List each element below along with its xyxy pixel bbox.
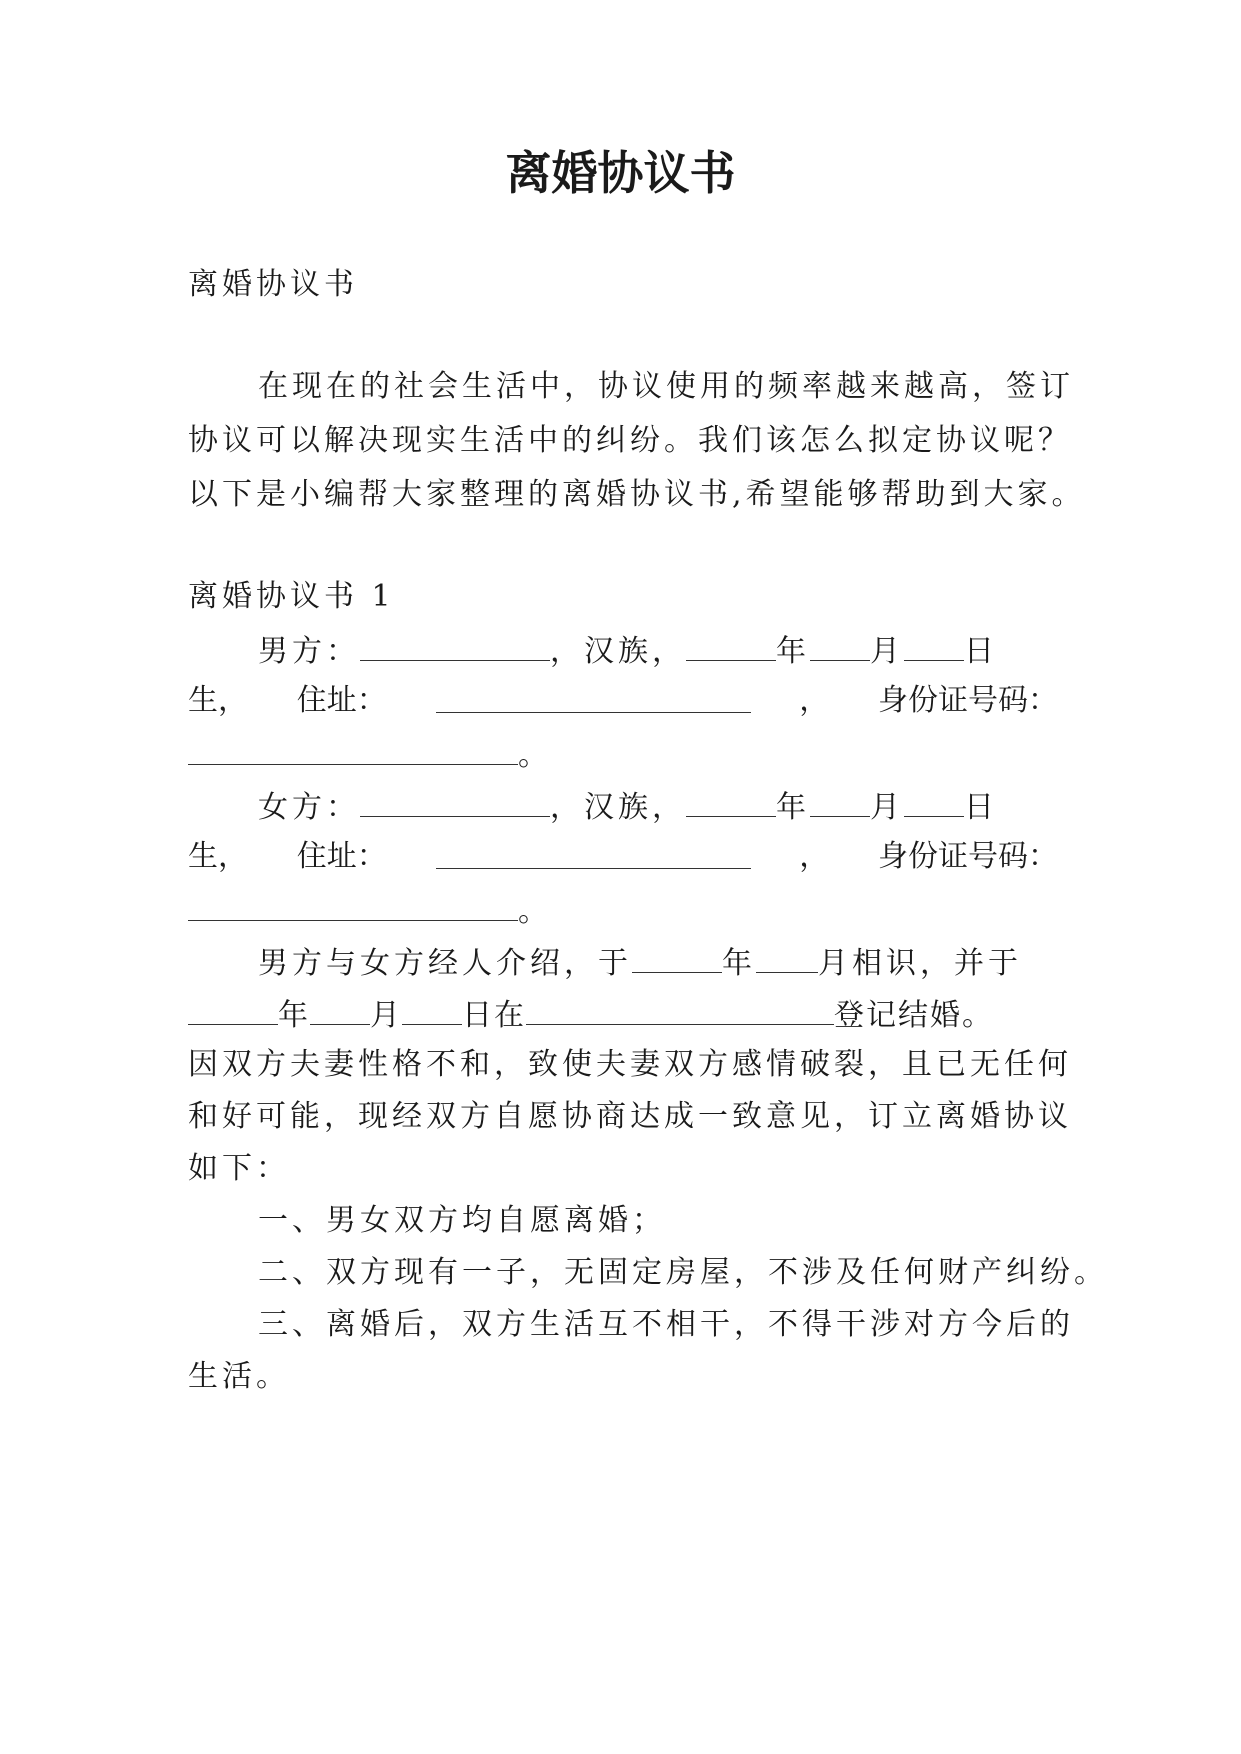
female-day-label: 日 [964, 790, 998, 825]
female-address-line [188, 839, 1058, 874]
male-label: 男方： [258, 634, 360, 669]
reason-line-1: 因双方夫妻性格不和，致使夫妻双方感情破裂，且已无任何 [188, 1047, 1072, 1082]
meeting-line-2 [188, 998, 1058, 1031]
female-address-label: 住址： [296, 839, 387, 874]
meeting-text-c: 月相识，并于 [818, 946, 1022, 981]
female-year-blank [686, 790, 776, 817]
intro-line-3: 以下是小编帮大家整理的离婚协议书,希望能够帮助到大家。 [188, 477, 1086, 512]
male-year-label: 年 [776, 634, 810, 669]
marry-day-blank [402, 998, 462, 1025]
female-year-label: 年 [776, 790, 810, 825]
female-id-blank [188, 894, 518, 921]
female-address-blank [436, 842, 751, 869]
male-day-label: 日 [964, 634, 998, 669]
male-comma: ， [799, 683, 830, 718]
marry-month-blank [310, 998, 370, 1025]
female-name-blank [360, 790, 550, 817]
female-birth: 生， [188, 839, 248, 874]
female-comma: ， [799, 839, 830, 874]
female-ethnicity: ，汉族， [550, 790, 686, 825]
meeting-text-g: 登记结婚。 [834, 998, 994, 1033]
meeting-text-b: 年 [722, 946, 756, 981]
male-ethnicity: ，汉族， [550, 634, 686, 669]
reason-line-3: 如下： [188, 1151, 290, 1186]
clause-3-line-2: 生活。 [188, 1359, 290, 1394]
meet-month-blank [756, 946, 818, 973]
male-id-line [188, 738, 1058, 771]
male-month-label: 月 [870, 634, 904, 669]
intro-line-2: 协议可以解决现实生活中的纠纷。我们该怎么拟定协议呢？ [188, 423, 1072, 458]
female-day-blank [904, 790, 964, 817]
meeting-text-a: 男方与女方经人介绍，于 [258, 946, 632, 981]
female-info-line [258, 790, 1058, 823]
male-address-label: 住址： [296, 683, 387, 718]
clause-3-line-1: 三、离婚后，双方生活互不相干，不得干涉对方今后的 [258, 1307, 1074, 1342]
clause-2: 二、双方现有一子，无固定房屋，不涉及任何财产纠纷。 [258, 1255, 1108, 1290]
subtitle: 离婚协议书 [188, 267, 358, 302]
male-end: 。 [518, 738, 552, 773]
clause-1: 一、男女双方均自愿离婚； [258, 1203, 666, 1238]
meeting-line-1 [258, 946, 1058, 979]
document-title: 离婚协议书 [505, 146, 736, 200]
female-id-label: 身份证号码： [878, 839, 1058, 874]
male-month-blank [810, 634, 870, 661]
male-address-blank [436, 686, 751, 713]
female-id-line [188, 894, 1058, 927]
marry-year-blank [188, 998, 278, 1025]
intro-line-1: 在现在的社会生活中，协议使用的频率越来越高，签订 [258, 369, 1074, 404]
female-month-blank [810, 790, 870, 817]
meeting-text-d: 年 [278, 998, 310, 1033]
male-day-blank [904, 634, 964, 661]
male-name-blank [360, 634, 550, 661]
female-end: 。 [518, 894, 552, 929]
male-id-blank [188, 738, 518, 765]
male-year-blank [686, 634, 776, 661]
meet-year-blank [632, 946, 722, 973]
female-month-label: 月 [870, 790, 904, 825]
meeting-text-f: 日在 [462, 998, 526, 1033]
section-heading: 离婚协议书 1 [188, 579, 395, 614]
female-label: 女方： [258, 790, 360, 825]
meeting-text-e: 月 [370, 998, 402, 1033]
male-address-line [188, 683, 1058, 718]
male-info-line [258, 634, 1058, 667]
marry-place-blank [526, 998, 834, 1025]
male-id-label: 身份证号码： [878, 683, 1058, 718]
reason-line-2: 和好可能，现经双方自愿协商达成一致意见，订立离婚协议 [188, 1099, 1072, 1134]
male-birth: 生， [188, 683, 248, 718]
